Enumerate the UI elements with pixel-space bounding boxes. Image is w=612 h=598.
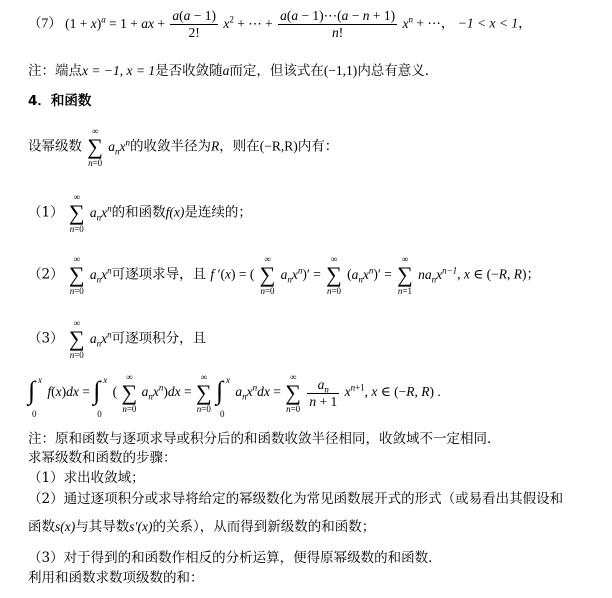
fraction: $\frac{a(a - 1)}{2!}$ xyxy=(172,8,216,40)
step-3: （3）对于得到的和函数作相反的分析运算，便得原幂级数的和函数． xyxy=(28,550,442,566)
property-1: （1） ∞ ∑ n=0 $a_nx^n$的和函数f(x)是连续的； xyxy=(28,192,252,234)
intro-line: 设幂级数 ∞ ∑ n=0 $a_nx^n$的收敛半径为R，则在(−R,R)内有： xyxy=(28,126,339,168)
series-sum-heading: 利用和函数求数项级数的和： xyxy=(28,570,204,586)
steps-heading: 求幂级数和函数的步骤： xyxy=(28,450,177,466)
property-2: （2） ∞ ∑ n=0 $a_nx^n$可逐项求导，且 f ′(x) = ( ∞ ∑ n=0 $a_nx^n)'$ = ∞ ∑ n=0 $(a_nx^n)'$ = ∞ ∑ n=1 $na_nx^{n-1}$, x ∈ (−R, R)； xyxy=(28,254,541,296)
property-3: （3） ∞ ∑ n=0 $a_nx^n$可逐项积分，且 xyxy=(28,318,207,360)
note-radius: 注：原和函数与逐项求导或积分后的和函数收敛半径相同，收敛域不一定相同． xyxy=(28,431,501,447)
note-endpoint: 注：端点x = −1, x = 1是否收敛随a而定，但该式在(−1,1)内总有意义． xyxy=(28,63,439,79)
fraction: $\frac{a(a - 1)\cdots(a - n + 1)}{n!}$ xyxy=(280,8,396,40)
step-2: （2）通过逐项积分或求导将给定的幂级数化为常见函数展开式的形式（或易看出其假设和 xyxy=(28,491,564,507)
section-heading: 4．和函数 xyxy=(28,93,92,109)
step-2-continued: 函数s(x)与其导数s′(x)的关系），从而得到新级数的和函数； xyxy=(28,519,376,535)
step-1: （1）求出收敛域； xyxy=(28,470,145,486)
formula-item-7: （7） $(1 + x)^a = 1$ + ax + $\frac{a(a - 1)}{2!}$ $x^2$ + ⋯ + $\frac{a(a - 1)\cdots(a - n + 1)}{n!}$ $x^n$ + ⋯， −1 < x < 1， xyxy=(28,8,532,40)
integral-formula: x ∫ 0 f(x)dx = x ∫ 0 ( ∞ ∑ n=0 $a_nx^n)dx$ = ∞ ∑ n=0 x ∫ 0 $a_nx^ndx$ = ∞ ∑ n=0 $\frac{a_n}{n + 1}$ $x^{n+1}$, x ∈ (−R, R) . xyxy=(28,372,441,419)
